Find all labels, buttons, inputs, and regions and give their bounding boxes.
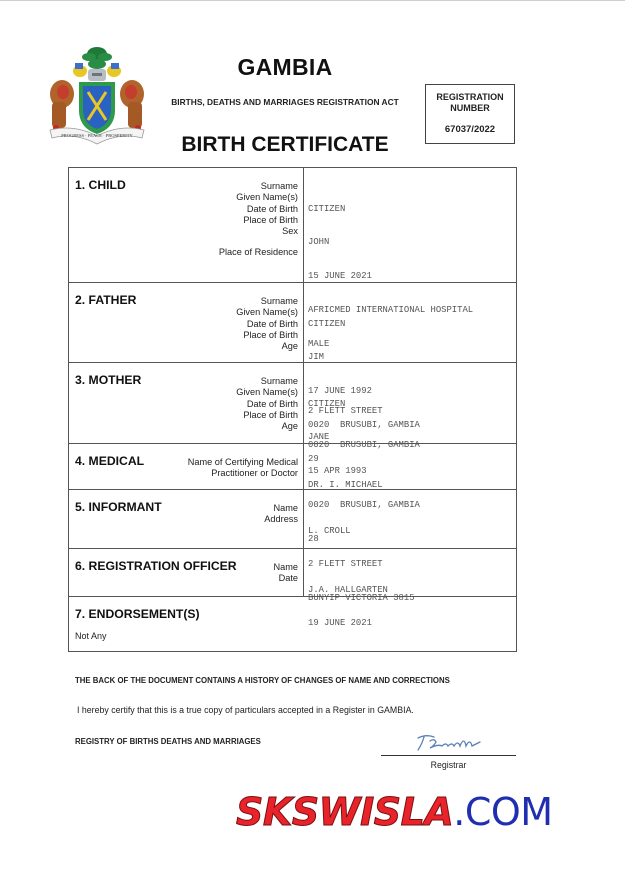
field-value: CITIZEN — [308, 318, 346, 329]
lion-right-icon — [120, 80, 144, 131]
registry-name: REGISTRY OF BIRTHS DEATHS AND MARRIAGES — [75, 737, 261, 746]
watermark — [236, 790, 553, 834]
field-label: Age — [281, 421, 298, 432]
field-label: Date of Birth — [246, 318, 298, 329]
field-value: 19 JUNE 2021 — [308, 618, 372, 629]
top-border — [0, 0, 625, 1]
field-value: 0020 BRUSUBI, GAMBIA — [308, 500, 420, 511]
field-label: Surname — [260, 376, 298, 386]
field-value: 0020 BRUSUBI, GAMBIA — [308, 420, 420, 431]
field-label: Address — [264, 514, 298, 525]
field-labels — [236, 296, 298, 352]
shield-icon — [79, 82, 115, 134]
field-label: Given Name(s) — [236, 192, 298, 203]
registration-label-line2: NUMBER — [450, 103, 490, 113]
registration-label-line1: REGISTRATION — [436, 92, 504, 102]
section-endorsement — [69, 597, 516, 650]
section-title: 1. CHILD — [75, 178, 126, 192]
act-subtitle: BIRTHS, DEATHS AND MARRIAGES REGISTRATION ACT — [171, 97, 399, 107]
field-label: Place of Residence — [218, 247, 298, 258]
field-value: L. CROLL — [308, 525, 351, 536]
field-label: Place of Birth — [243, 409, 298, 420]
field-label: Place of Birth — [243, 214, 298, 225]
coat-of-arms-emblem — [44, 42, 150, 146]
registration-number-box — [425, 84, 515, 144]
field-value: 15 JUNE 2021 — [308, 271, 372, 282]
field-value: MALE — [308, 339, 330, 350]
palm-icon — [82, 47, 112, 69]
field-value: BUNYIP VICTORIA 3815 — [308, 593, 415, 604]
field-value: 15 APR 1993 — [308, 466, 367, 477]
field-value: CITIZEN — [308, 398, 346, 409]
section-title: 7. ENDORSEMENT(S) — [75, 607, 200, 621]
field-label: Practitioner or Doctor — [211, 468, 298, 479]
section-title: 4. MEDICAL — [75, 454, 145, 468]
field-labels — [273, 562, 298, 585]
field-labels — [264, 503, 298, 526]
field-labels — [236, 376, 298, 432]
field-value: JANE — [308, 432, 330, 443]
field-labels — [219, 181, 298, 259]
registrar-signature — [412, 732, 484, 754]
field-value: 28 — [308, 534, 319, 545]
field-value: AFRICMED INTERNATIONAL HOSPITAL — [308, 305, 474, 316]
section-medical — [69, 444, 516, 490]
field-value: JOHN — [308, 237, 330, 248]
field-label: Sex — [282, 226, 298, 237]
field-label: Age — [281, 341, 298, 352]
field-value: JIM — [308, 352, 324, 363]
registrar-label: Registrar — [430, 760, 467, 770]
field-label: Given Name(s) — [236, 387, 298, 398]
field-label: Date of Birth — [246, 398, 298, 409]
back-note: THE BACK OF THE DOCUMENT CONTAINS A HISTORY OF CHANGES OF NAME AND CORRECTIONS — [75, 676, 450, 685]
field-labels — [188, 457, 298, 480]
certification-statement: I hereby certify that this is a true copy of particulars accepted in a Register in GAMBIA. — [77, 705, 414, 715]
field-label: Name — [273, 503, 298, 513]
country-title: GAMBIA — [237, 54, 333, 80]
motto-text: PROGRESS · PEACE · PROSPERITY — [61, 133, 133, 138]
endorsement-text: Not Any — [75, 631, 107, 641]
section-title: 5. INFORMANT — [75, 500, 162, 514]
field-value: 17 JUNE 1992 — [308, 386, 372, 397]
field-value: 2 FLETT STREET — [308, 559, 383, 570]
field-value: 29 — [308, 454, 319, 465]
watermark-part2: .COM — [453, 790, 553, 834]
signature-line — [381, 755, 516, 756]
field-label: Given Name(s) — [236, 307, 298, 318]
field-label: Surname — [260, 181, 298, 191]
field-value: J.A. HALLGARTEN — [308, 584, 388, 595]
certificate-table — [68, 167, 517, 652]
field-label: Place of Birth — [243, 329, 298, 340]
lion-left-icon — [50, 80, 74, 131]
field-label: Surname — [260, 296, 298, 306]
field-value: CITIZEN — [308, 203, 346, 214]
field-value: 2 FLETT STREET — [308, 405, 383, 416]
field-value: DR. I. MICHAEL — [308, 479, 383, 490]
field-label: Date — [278, 573, 298, 584]
field-value: 0020 BRUSUBI, GAMBIA — [308, 439, 420, 450]
field-label: Date of Birth — [246, 203, 298, 214]
section-title: 2. FATHER — [75, 293, 137, 307]
section-title: 6. REGISTRATION OFFICER — [75, 559, 237, 573]
document-title: BIRTH CERTIFICATE — [181, 133, 389, 156]
section-title: 3. MOTHER — [75, 373, 142, 387]
field-label: Name — [273, 562, 298, 572]
registration-number: 67037/2022 — [444, 124, 496, 135]
field-label: Name of Certifying Medical — [187, 457, 298, 467]
watermark-part1: SKSWISLA — [236, 790, 454, 834]
